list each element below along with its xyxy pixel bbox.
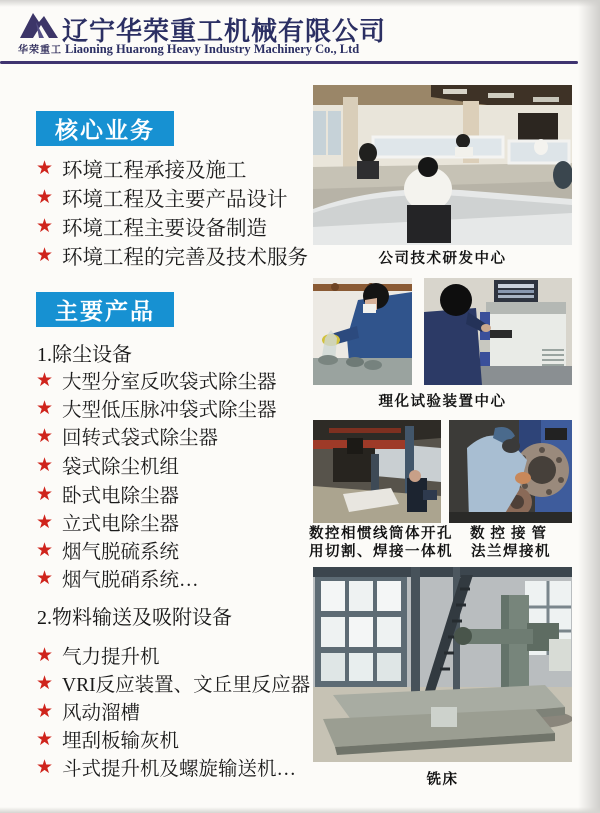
list-item-label: 环境工程主要设备制造	[62, 218, 268, 240]
list-item	[36, 508, 179, 536]
photo-caption-cnc-flange	[453, 525, 569, 561]
company-name-zh: 辽宁华荣重工机械有限公司	[62, 17, 387, 46]
list-item-label: 大型低压脉冲袋式除尘器	[62, 400, 277, 421]
section-header-core-business	[36, 111, 174, 146]
page-edge-top	[0, 0, 600, 7]
company-logo-icon	[16, 9, 62, 41]
list-item-label: 气力提升机	[62, 647, 160, 668]
photo-milling-machine	[313, 567, 572, 762]
list-item-label: 烟气脱硫系统	[62, 542, 180, 563]
product-group-heading: 2.物料输送及吸附设备	[37, 607, 232, 629]
photo-cnc-cutting-machine	[313, 420, 441, 523]
section-header-main-products	[36, 292, 174, 327]
star-icon: ★	[36, 755, 54, 778]
list-item	[36, 241, 308, 269]
list-item	[36, 480, 179, 508]
milling-photo-image	[313, 567, 572, 762]
list-item-label: 回转式袋式除尘器	[62, 428, 219, 449]
list-item	[36, 394, 277, 422]
product-group-heading: 1.除尘设备	[37, 344, 132, 366]
list-item-label: 烟气脱硝系统…	[62, 570, 199, 591]
star-icon: ★	[36, 243, 54, 266]
caption-line-2: 法兰焊接机	[471, 544, 551, 560]
photo-caption-milling: 铣床	[426, 772, 459, 788]
page-edge-right	[578, 0, 600, 813]
list-item	[36, 725, 179, 753]
caption-line-1: 数控接管	[470, 526, 552, 542]
photo-rd-center	[313, 85, 572, 245]
list-item-label: 埋刮板输灰机	[62, 731, 180, 752]
list-item-label: 风动溜槽	[62, 703, 141, 724]
star-icon: ★	[36, 699, 54, 722]
list-item	[36, 536, 179, 564]
list-item-label: VRI反应装置、文丘里反应器	[62, 675, 311, 696]
star-icon: ★	[36, 671, 54, 694]
welding-photo-image	[449, 420, 572, 523]
list-item-label: 环境工程的完善及技术服务	[62, 247, 309, 269]
list-item-label: 卧式电除尘器	[62, 486, 180, 507]
list-item-label: 环境工程及主要产品设计	[62, 189, 288, 211]
list-item	[36, 564, 199, 592]
star-icon: ★	[36, 538, 54, 561]
photo-cnc-flange-welder	[449, 420, 572, 523]
section-title: 主要产品	[55, 298, 155, 324]
factory-photo-image	[313, 420, 441, 523]
star-icon: ★	[36, 214, 54, 237]
section-title: 核心业务	[55, 117, 155, 143]
photo-lab-instrument	[424, 278, 572, 385]
star-icon: ★	[36, 185, 54, 208]
photo-caption-cnc-cutting	[306, 525, 456, 561]
star-icon: ★	[36, 453, 54, 476]
office-photo-image	[313, 85, 572, 245]
photo-lab-chemistry	[313, 278, 412, 385]
list-item	[36, 451, 179, 479]
page-edge-bottom	[0, 807, 600, 813]
list-item-label: 大型分室反吹袋式除尘器	[62, 372, 277, 393]
company-name-en: Liaoning Huarong Heavy Industry Machinery Co., Ltd	[65, 42, 360, 56]
star-icon: ★	[36, 643, 54, 666]
lab-photo-image	[313, 278, 412, 385]
list-item	[36, 154, 247, 182]
star-icon: ★	[36, 482, 54, 505]
list-item-label: 环境工程承接及施工	[62, 160, 247, 182]
photo-caption-rd-center: 公司技术研发中心	[378, 251, 507, 267]
star-icon: ★	[36, 510, 54, 533]
list-item-label: 斗式提升机及螺旋输送机…	[62, 759, 297, 780]
list-item	[36, 422, 218, 450]
star-icon: ★	[36, 156, 54, 179]
list-item	[36, 669, 310, 697]
header-divider	[0, 61, 578, 64]
caption-line-2: 用切割、焊接一体机	[309, 544, 453, 560]
photo-caption-test-center: 理化试验装置中心	[378, 394, 507, 410]
list-item-label: 立式电除尘器	[62, 514, 180, 535]
list-item	[36, 641, 160, 669]
instrument-photo-image	[424, 278, 572, 385]
star-icon: ★	[36, 424, 54, 447]
star-icon: ★	[36, 396, 54, 419]
list-item	[36, 697, 140, 725]
list-item	[36, 183, 288, 211]
mountain-hr-logo-icon	[16, 9, 62, 41]
star-icon: ★	[36, 368, 54, 391]
star-icon: ★	[36, 727, 54, 750]
caption-line-1: 数控相惯线筒体开孔	[309, 526, 453, 542]
list-item	[36, 212, 267, 240]
list-item	[36, 366, 277, 394]
star-icon: ★	[36, 566, 54, 589]
logo-text: 华荣重工	[18, 45, 62, 56]
list-item-label: 袋式除尘机组	[62, 457, 180, 478]
list-item	[36, 753, 296, 781]
